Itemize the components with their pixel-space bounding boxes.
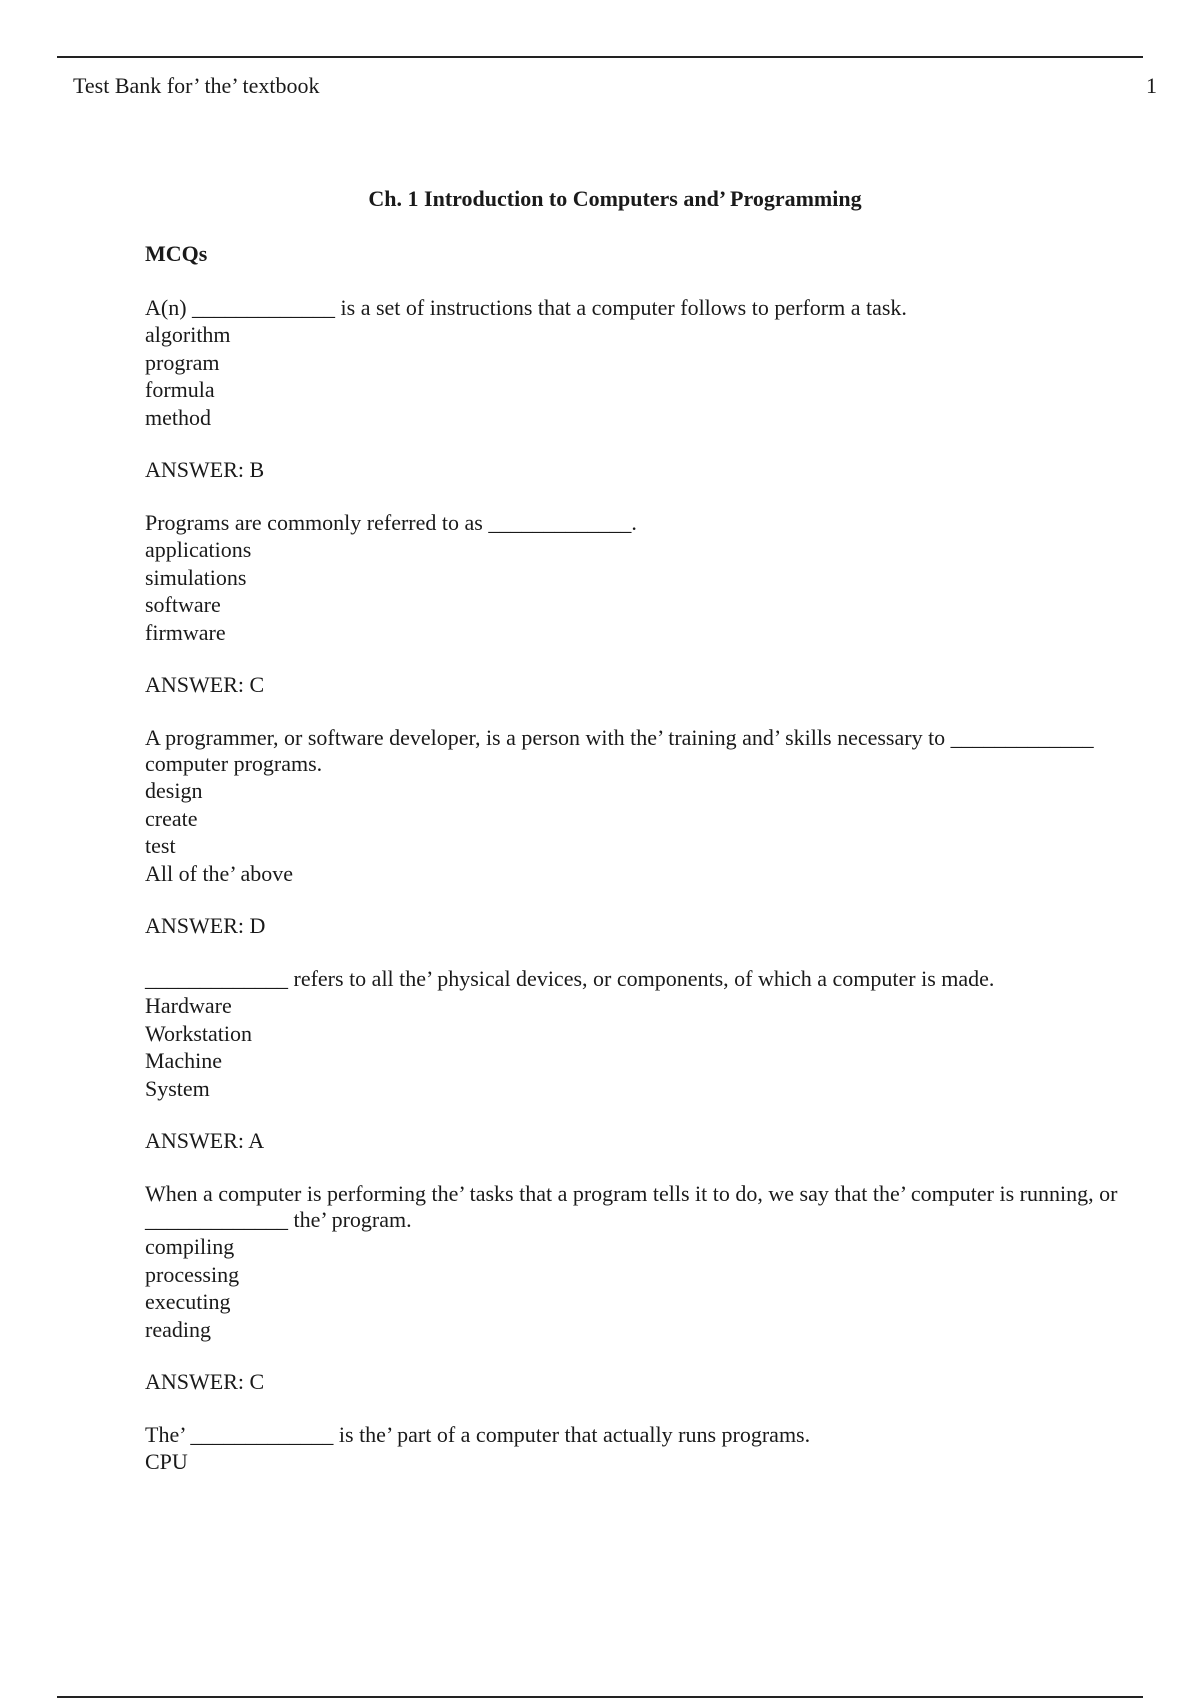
answer-key: ANSWER: A [145, 1128, 265, 1153]
question-stem: A programmer, or software developer, is a person with the’ training and’ skills necessary to _____________ computer programs. [145, 725, 1094, 776]
answer-key: ANSWER: D [145, 913, 266, 938]
option-d: All of the’ above [145, 860, 294, 886]
option-c: test [145, 833, 176, 858]
option-b: create [145, 805, 198, 831]
option-b: Workstation [145, 1020, 252, 1046]
option-c: formula [145, 377, 215, 402]
option-d: reading [145, 1316, 211, 1342]
option-b: processing [145, 1261, 240, 1287]
option-list [145, 1448, 1125, 1476]
option-list [145, 1233, 1125, 1343]
question-stem: _____________ refers to all the’ physical devices, or components, of which a computer is made. [145, 966, 995, 991]
option-b: program [145, 349, 220, 375]
option-list [145, 536, 1125, 646]
question-6 [145, 1422, 1125, 1476]
question-stem: A(n) _____________ is a set of instructions that a computer follows to perform a task. [145, 295, 907, 320]
option-d: System [145, 1075, 210, 1101]
question-1 [145, 295, 1125, 483]
question-stem: Programs are commonly referred to as _____________. [145, 510, 637, 535]
option-a: algorithm [145, 322, 231, 347]
answer-key: ANSWER: C [145, 1369, 265, 1394]
option-a: applications [145, 537, 252, 562]
running-head: Test Bank for’ the’ textbook [73, 73, 320, 98]
footer-rule [57, 1696, 1143, 1698]
option-c: executing [145, 1289, 231, 1314]
option-d: firmware [145, 619, 226, 645]
option-c: software [145, 592, 221, 617]
chapter-title: Ch. 1 Introduction to Computers and’ Programming [368, 186, 862, 211]
question-4 [145, 966, 1125, 1154]
page-number: 1 [1146, 73, 1157, 98]
option-a: Hardware [145, 993, 232, 1018]
question-list [145, 295, 1125, 1503]
answer-key: ANSWER: B [145, 457, 265, 482]
option-a: design [145, 778, 203, 803]
section-title: MCQs [145, 241, 208, 266]
answer-key: ANSWER: C [145, 672, 265, 697]
option-d: method [145, 404, 211, 430]
option-a: CPU [145, 1449, 188, 1474]
option-c: Machine [145, 1048, 222, 1073]
question-5 [145, 1181, 1125, 1395]
question-stem: When a computer is performing the’ tasks that a program tells it to do, we say that the’ computer is running, or _____________ the’ program. [145, 1181, 1118, 1232]
option-list [145, 992, 1125, 1102]
question-2 [145, 510, 1125, 698]
header-rule [57, 56, 1143, 58]
option-a: compiling [145, 1234, 235, 1259]
option-list [145, 777, 1125, 887]
option-list [145, 321, 1125, 431]
option-b: simulations [145, 564, 247, 590]
question-stem: The’ _____________ is the’ part of a computer that actually runs programs. [145, 1422, 811, 1447]
question-3 [145, 725, 1125, 939]
